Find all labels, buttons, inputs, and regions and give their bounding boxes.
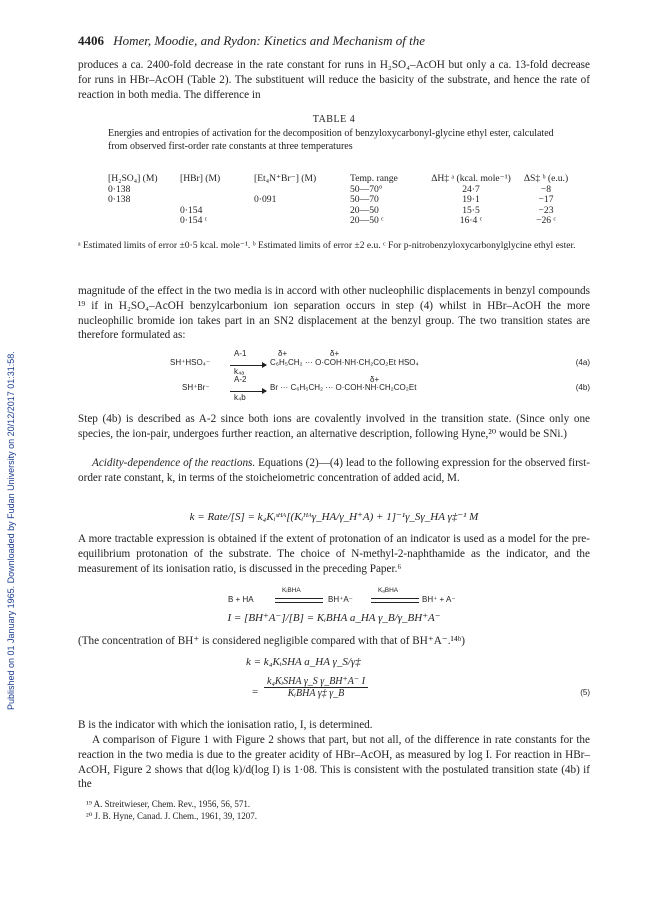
col-hbr: [HBr] (M): [180, 173, 221, 184]
paragraph-4: [78, 456, 590, 486]
reaction-scheme: [78, 349, 590, 402]
eq-mid-species: BH⁺A⁻: [328, 595, 353, 604]
cell: −23: [538, 204, 554, 216]
cell: [108, 206, 180, 217]
paragraph-3-text: Step (4b) is described as A-2 since both ions are covalently involved in the transition state. (Since only one species, the ion-pair, undergoes further reaction, an alternative description, following Hyne,²⁰ would be SNi.): [78, 413, 590, 440]
cell: −26 ᶜ: [536, 215, 556, 227]
reference-item: ²⁰ J. B. Hyne, Canad. J. Chem., 1961, 39, 1207.: [86, 810, 258, 821]
cell: 20—50: [350, 204, 379, 216]
references: [86, 799, 590, 822]
page-number: 4406: [78, 33, 104, 48]
cell: 20—50 ᶜ: [350, 215, 384, 227]
eq-arrow-2: [368, 596, 422, 605]
paragraph-5: [78, 532, 590, 576]
equilibrium-scheme: [78, 587, 590, 611]
equation-ionisation: I = [BH⁺A⁻]/[B] = KᵢBHA a_HA γ_B/γ_BH⁺A⁻: [227, 612, 441, 624]
paragraph-1: [78, 58, 590, 102]
cell: [108, 216, 180, 227]
delta-plus: δ+: [370, 375, 380, 384]
scheme-a-top: A-1: [234, 349, 247, 358]
scheme-b-left: SH⁺Br⁻: [182, 383, 210, 392]
scheme-b-bottom: k₄b: [234, 393, 246, 402]
cell: 0·154: [180, 204, 203, 216]
equation-5-numerator: k₄KᵢSHA γ_S γ_BH⁺A⁻ I: [264, 676, 368, 688]
cell: [254, 206, 350, 217]
table-caption: Energies and entropies of activation for the decomposition of benzyloxycarbonyl-glycine ethyl ester, calculated from observed first-order rate constants at three temperatures: [108, 128, 554, 152]
paragraph-5-text: A more tractable expression is obtained if the extent of protonation of an indicator is used as a model for the pre-equilibrium protonation of the substrate. The choice of N-methyl-2-naphthamide as the indicator, and the measurement of its ionisation ratio, is discussed in the preceding Paper.⁶: [78, 533, 590, 575]
paragraph-8-text: A comparison of Figure 1 with Figure 2 shows that part, but not all, of the difference in rate constants for the reaction in the two media is due to the greater acidity of HBr–AcOH, as measured by log I. For reaction in HBr–AcOH, Figure 2 shows that d(log k)/d(log I) is 1·08. This is consistent with the postulated transition state (4b) if the: [78, 734, 590, 791]
eq-k1-label: KᵢBHA: [282, 587, 301, 594]
cell: [180, 185, 254, 196]
paragraph-7: [78, 718, 590, 733]
cell: 15·5: [462, 204, 480, 216]
col-h2so4: [H₂SO₄] (M): [108, 173, 158, 184]
equation-5-denominator: KᵢBHA γ‡ γ_B: [287, 688, 345, 699]
eq-right-species: BH⁺ + A⁻: [422, 595, 456, 604]
eq-left-species: B + HA: [228, 595, 254, 604]
running-title: Homer, Moodie, and Rydon: Kinetics and Mechanism of the: [113, 33, 425, 48]
equation-5-fraction: [264, 676, 368, 699]
eq-arrow-1: [272, 596, 326, 605]
paragraph-1-text: produces a ca. 2400-fold decrease in the rate constant for runs in H₂SO₄–AcOH but only a ca. 13-fold decrease for runs in HBr–AcOH (Table 2). The substituent will reduce the basicity of the substrate, and hence the rate of reaction in both media. The difference in: [78, 59, 590, 101]
table-row: [108, 195, 578, 206]
cell: 0·138: [108, 183, 131, 195]
paragraph-4-text: [78, 456, 590, 486]
paragraph-3: [78, 412, 590, 442]
table-row: [108, 185, 578, 196]
reference-item: ¹⁹ A. Streitwieser, Chem. Rev., 1956, 56, 571.: [86, 799, 251, 809]
scheme-a-right: C₆H₅CH₂ ··· O·COH·NH·CH₂CO₂Et HSO₄: [270, 358, 419, 367]
scheme-b-top: A-2: [234, 375, 247, 384]
cell: 24·7: [462, 183, 480, 195]
equation-k: k = k₄KᵢSHA a_HA γ_S/γ‡: [246, 656, 361, 668]
eq-k2-label: KₐBHA: [378, 587, 399, 594]
scheme-a-bottom: k₄ₐ: [234, 367, 245, 376]
cell: −17: [538, 194, 554, 206]
cell: [254, 216, 350, 227]
cell: 0·091: [254, 194, 277, 206]
paragraph-2-text: magnitude of the effect in the two media is in accord with other nucleophilic displacements in benzyl compounds ¹⁹ if in H₂SO₄–AcOH benzylcarbonium ion separation occurs in step (4) whilst in HBr–AcOH the more nucleophilic bromide ion takes part in an SN2 displacement at the benzyl group. The two transition states are therefore formulated as:: [78, 285, 590, 342]
paragraph-2: [78, 284, 590, 343]
equation-rate: k = Rate/[S] = k₄Kᵢˢᴴᴬ[(Kᵢᴴᴬγ_HA/γ_H⁺A) + 1]⁻¹γ_Sγ_HA γ‡⁻¹ M: [189, 511, 479, 523]
paragraph-7-text: B is the indicator with which the ionisation ratio, I, is determined.: [78, 719, 373, 731]
cell: 19·1: [462, 194, 480, 206]
cell: 0·154 ᶜ: [180, 215, 208, 227]
eq-number-5: (5): [580, 688, 590, 697]
cell: 50—70: [350, 194, 379, 206]
section-heading-acidity: Acidity-dependence of the reactions.: [92, 457, 256, 469]
cell: −8: [540, 183, 552, 195]
col-ds: ΔS‡ ᵇ (e.u.): [523, 173, 569, 184]
watermark-text: Published on 01 January 1965. Downloaded by Fudan University on 20/12/2017 01:31:58.: [6, 351, 16, 710]
delta-plus: δ+: [278, 349, 288, 358]
equals-sign: =: [252, 686, 259, 698]
scheme-b-right: Br ··· C₆H₅CH₂ ··· O·COH·NH·CH₂CO₂Et: [270, 383, 417, 392]
activation-table: [108, 174, 578, 227]
eq-number-4b: (4b): [575, 383, 590, 392]
paragraph-6: [78, 634, 590, 649]
table-row: [108, 216, 578, 227]
equation-5: [78, 676, 590, 710]
delta-plus: δ+: [330, 349, 340, 358]
cell: 0·138: [108, 194, 131, 206]
download-watermark: [6, 170, 22, 710]
cell: 16·4 ᶜ: [459, 215, 483, 227]
running-header: [78, 33, 590, 49]
paragraph-4-body: Equations (2)—(4) lead to the following expression for the observed first-order rate constant, k, in terms of the stoicheiometric concentration of added acid, M.: [78, 457, 590, 484]
paragraph-6-text: (The concentration of BH⁺ is considered negligible compared with that of BH⁺A⁻.¹⁴ᵇ): [78, 635, 465, 647]
table-footnote: ᵃ Estimated limits of error ±0·5 kcal. mole⁻¹. ᵇ Estimated limits of error ±2 e.u. ᶜ For p-nitrobenzyloxycarbonylglycine ethyl ester.: [78, 240, 576, 251]
cell: 50—70°: [350, 183, 383, 195]
col-dh: ΔH‡ ᵃ (kcal. mole⁻¹): [431, 173, 511, 184]
table-header-row: [108, 174, 578, 185]
col-et4nbr: [Et₄N⁺Br⁻] (M): [254, 173, 317, 184]
scheme-a-left: SH⁺HSO₄⁻: [170, 358, 211, 367]
table-title: TABLE 4: [312, 114, 356, 125]
paragraph-8: [78, 733, 590, 792]
col-temp: Temp. range: [350, 173, 398, 184]
table-row: [108, 206, 578, 217]
eq-number-4a: (4a): [575, 358, 590, 367]
